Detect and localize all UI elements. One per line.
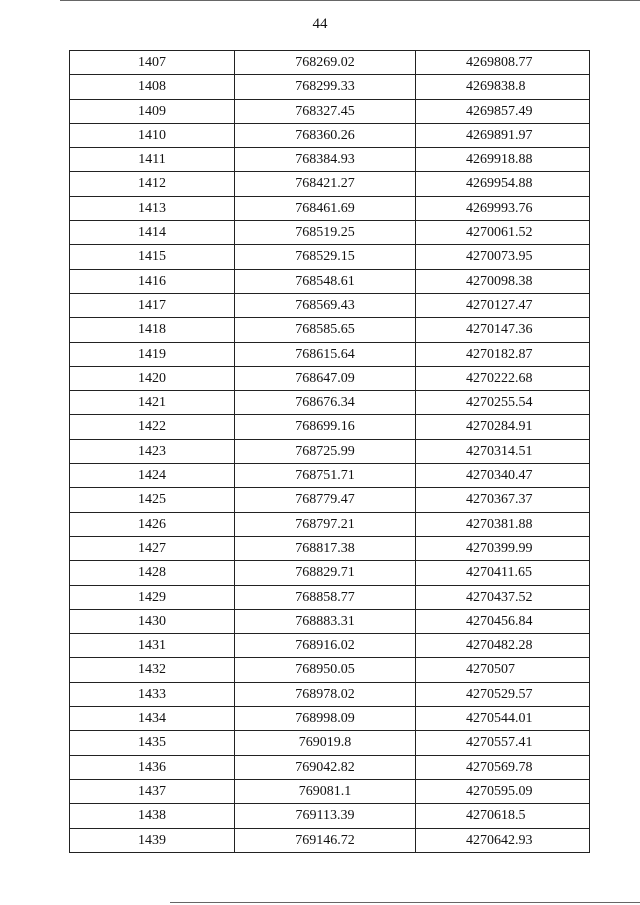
table-row [70, 221, 590, 245]
y-coordinate-cell: 4270255.54 [416, 391, 590, 415]
coordinates-table [69, 50, 590, 853]
point-number-cell: 1411 [70, 148, 235, 172]
table-row [70, 148, 590, 172]
table-row [70, 99, 590, 123]
y-coordinate-cell: 4269838.8 [416, 75, 590, 99]
y-coordinate-cell: 4270182.87 [416, 342, 590, 366]
x-coordinate-cell: 768421.27 [235, 172, 416, 196]
table-row [70, 172, 590, 196]
x-coordinate-cell: 769042.82 [235, 755, 416, 779]
y-coordinate-cell: 4270569.78 [416, 755, 590, 779]
x-coordinate-cell: 768569.43 [235, 293, 416, 317]
point-number-cell: 1408 [70, 75, 235, 99]
point-number-cell: 1420 [70, 366, 235, 390]
page-bottom-edge [170, 902, 640, 903]
y-coordinate-cell: 4270147.36 [416, 318, 590, 342]
y-coordinate-cell: 4270411.65 [416, 561, 590, 585]
y-coordinate-cell: 4270284.91 [416, 415, 590, 439]
point-number-cell: 1407 [70, 51, 235, 75]
coordinates-table-body [70, 51, 590, 853]
point-number-cell: 1427 [70, 536, 235, 560]
point-number-cell: 1428 [70, 561, 235, 585]
x-coordinate-cell: 768916.02 [235, 634, 416, 658]
table-row [70, 512, 590, 536]
x-coordinate-cell: 768647.09 [235, 366, 416, 390]
y-coordinate-cell: 4270482.28 [416, 634, 590, 658]
page-top-edge [60, 0, 640, 5]
y-coordinate-cell: 4270529.57 [416, 682, 590, 706]
y-coordinate-cell: 4270314.51 [416, 439, 590, 463]
point-number-cell: 1434 [70, 707, 235, 731]
x-coordinate-cell: 768269.02 [235, 51, 416, 75]
table-row [70, 658, 590, 682]
point-number-cell: 1418 [70, 318, 235, 342]
point-number-cell: 1423 [70, 439, 235, 463]
point-number-cell: 1421 [70, 391, 235, 415]
x-coordinate-cell: 768615.64 [235, 342, 416, 366]
point-number-cell: 1437 [70, 779, 235, 803]
point-number-cell: 1436 [70, 755, 235, 779]
point-number-cell: 1422 [70, 415, 235, 439]
point-number-cell: 1425 [70, 488, 235, 512]
y-coordinate-cell: 4270595.09 [416, 779, 590, 803]
point-number-cell: 1430 [70, 609, 235, 633]
point-number-cell: 1431 [70, 634, 235, 658]
x-coordinate-cell: 768699.16 [235, 415, 416, 439]
table-row [70, 196, 590, 220]
point-number-cell: 1426 [70, 512, 235, 536]
table-row [70, 634, 590, 658]
point-number-cell: 1435 [70, 731, 235, 755]
y-coordinate-cell: 4270098.38 [416, 269, 590, 293]
table-row [70, 269, 590, 293]
x-coordinate-cell: 768585.65 [235, 318, 416, 342]
table-row [70, 561, 590, 585]
point-number-cell: 1438 [70, 804, 235, 828]
y-coordinate-cell: 4270456.84 [416, 609, 590, 633]
x-coordinate-cell: 768360.26 [235, 123, 416, 147]
y-coordinate-cell: 4270399.99 [416, 536, 590, 560]
y-coordinate-cell: 4270437.52 [416, 585, 590, 609]
point-number-cell: 1414 [70, 221, 235, 245]
y-coordinate-cell: 4270544.01 [416, 707, 590, 731]
x-coordinate-cell: 768519.25 [235, 221, 416, 245]
x-coordinate-cell: 768797.21 [235, 512, 416, 536]
table-row [70, 464, 590, 488]
y-coordinate-cell: 4270340.47 [416, 464, 590, 488]
point-number-cell: 1429 [70, 585, 235, 609]
y-coordinate-cell: 4270618.5 [416, 804, 590, 828]
table-row [70, 779, 590, 803]
y-coordinate-cell: 4270642.93 [416, 828, 590, 852]
x-coordinate-cell: 768461.69 [235, 196, 416, 220]
table-row [70, 245, 590, 269]
y-coordinate-cell: 4269891.97 [416, 123, 590, 147]
table-row [70, 828, 590, 852]
point-number-cell: 1413 [70, 196, 235, 220]
table-row [70, 682, 590, 706]
table-row [70, 488, 590, 512]
x-coordinate-cell: 768858.77 [235, 585, 416, 609]
x-coordinate-cell: 769113.39 [235, 804, 416, 828]
table-row [70, 585, 590, 609]
x-coordinate-cell: 768676.34 [235, 391, 416, 415]
x-coordinate-cell: 769146.72 [235, 828, 416, 852]
y-coordinate-cell: 4270381.88 [416, 512, 590, 536]
point-number-cell: 1433 [70, 682, 235, 706]
x-coordinate-cell: 768548.61 [235, 269, 416, 293]
x-coordinate-cell: 768725.99 [235, 439, 416, 463]
x-coordinate-cell: 769019.8 [235, 731, 416, 755]
point-number-cell: 1439 [70, 828, 235, 852]
table-row [70, 293, 590, 317]
table-row [70, 51, 590, 75]
point-number-cell: 1415 [70, 245, 235, 269]
x-coordinate-cell: 768998.09 [235, 707, 416, 731]
table-row [70, 366, 590, 390]
y-coordinate-cell: 4270073.95 [416, 245, 590, 269]
point-number-cell: 1416 [70, 269, 235, 293]
table-row [70, 123, 590, 147]
y-coordinate-cell: 4270061.52 [416, 221, 590, 245]
table-row [70, 439, 590, 463]
x-coordinate-cell: 768883.31 [235, 609, 416, 633]
table-row [70, 755, 590, 779]
table-row [70, 804, 590, 828]
point-number-cell: 1424 [70, 464, 235, 488]
x-coordinate-cell: 768950.05 [235, 658, 416, 682]
y-coordinate-cell: 4270367.37 [416, 488, 590, 512]
table-row [70, 707, 590, 731]
point-number-cell: 1417 [70, 293, 235, 317]
x-coordinate-cell: 768817.38 [235, 536, 416, 560]
x-coordinate-cell: 768978.02 [235, 682, 416, 706]
x-coordinate-cell: 768829.71 [235, 561, 416, 585]
y-coordinate-cell: 4270507 [416, 658, 590, 682]
y-coordinate-cell: 4269808.77 [416, 51, 590, 75]
point-number-cell: 1410 [70, 123, 235, 147]
table-row [70, 342, 590, 366]
point-number-cell: 1412 [70, 172, 235, 196]
x-coordinate-cell: 768779.47 [235, 488, 416, 512]
x-coordinate-cell: 768751.71 [235, 464, 416, 488]
point-number-cell: 1419 [70, 342, 235, 366]
point-number-cell: 1409 [70, 99, 235, 123]
x-coordinate-cell: 768327.45 [235, 99, 416, 123]
page-number: 44 [312, 16, 328, 32]
y-coordinate-cell: 4269918.88 [416, 148, 590, 172]
table-row [70, 391, 590, 415]
table-row [70, 731, 590, 755]
table-row [70, 536, 590, 560]
x-coordinate-cell: 768299.33 [235, 75, 416, 99]
table-row [70, 75, 590, 99]
table-row [70, 609, 590, 633]
y-coordinate-cell: 4270222.68 [416, 366, 590, 390]
x-coordinate-cell: 769081.1 [235, 779, 416, 803]
y-coordinate-cell: 4269993.76 [416, 196, 590, 220]
y-coordinate-cell: 4270557.41 [416, 731, 590, 755]
x-coordinate-cell: 768529.15 [235, 245, 416, 269]
x-coordinate-cell: 768384.93 [235, 148, 416, 172]
y-coordinate-cell: 4269857.49 [416, 99, 590, 123]
y-coordinate-cell: 4269954.88 [416, 172, 590, 196]
table-row [70, 318, 590, 342]
table-row [70, 415, 590, 439]
y-coordinate-cell: 4270127.47 [416, 293, 590, 317]
point-number-cell: 1432 [70, 658, 235, 682]
